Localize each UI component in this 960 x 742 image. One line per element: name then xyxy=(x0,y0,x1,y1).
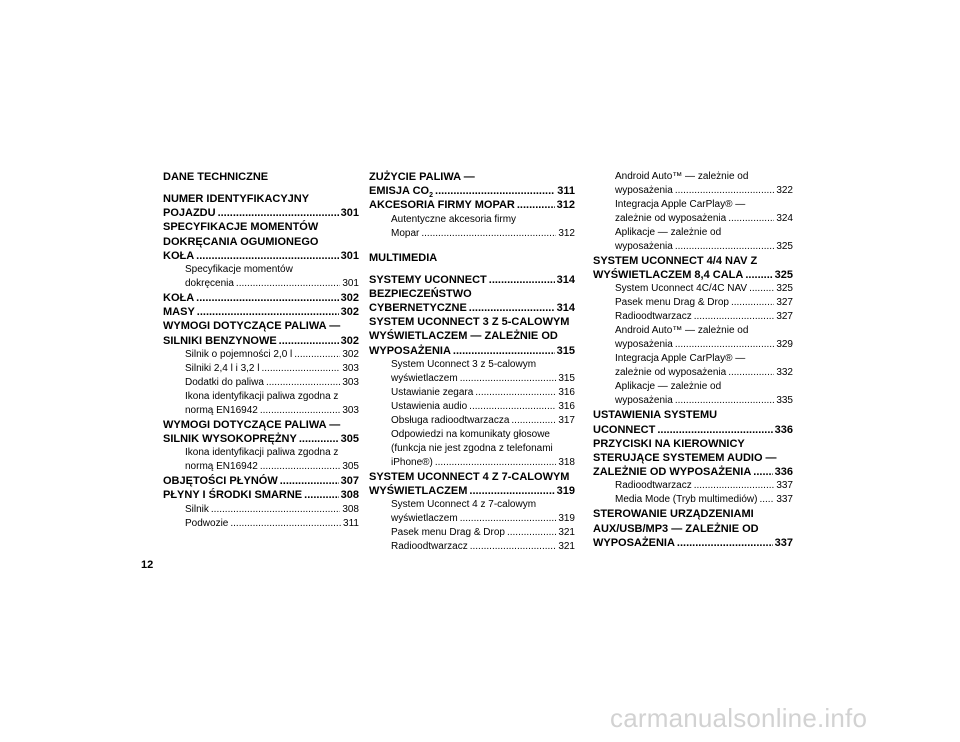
section-heading: MULTIMEDIA xyxy=(369,251,438,264)
dot-leader xyxy=(196,291,338,305)
toc-entry-page: 325 xyxy=(776,283,793,295)
toc-entry-page: 312 xyxy=(556,199,575,212)
toc-entry-title: NUMER IDENTYFIKACYJNY xyxy=(163,193,310,205)
toc-entry-title: Ikona identyfikacji paliwa zgodna z xyxy=(185,447,339,459)
toc-entry-page: 305 xyxy=(340,433,359,446)
toc-entry-title: normą EN16942 xyxy=(185,461,258,473)
toc-entry-page: 316 xyxy=(558,386,575,398)
toc-entry-title: Specyfikacje momentów xyxy=(185,264,293,276)
dot-leader xyxy=(507,526,556,540)
toc-entry[interactable] xyxy=(163,488,359,502)
toc-entry-title: Integracja Apple CarPlay® — xyxy=(615,199,746,210)
toc-entry-title: (funkcja nie jest zgodna z telefonami xyxy=(391,442,553,454)
toc-entry-title: Odpowiedzi na komunikaty głosowe xyxy=(391,428,550,440)
dot-leader xyxy=(260,404,340,418)
toc-entry-title: Mopar xyxy=(391,227,420,239)
toc-entry-title: Aplikacje — zależnie od xyxy=(615,381,722,393)
toc-entry[interactable] xyxy=(369,498,575,526)
dot-leader xyxy=(489,273,555,287)
dot-leader xyxy=(675,338,775,352)
dot-leader xyxy=(299,432,339,446)
dot-leader xyxy=(266,376,340,390)
toc-entry[interactable] xyxy=(593,310,793,324)
toc-column-1 xyxy=(163,170,359,531)
toc-entry-page: 302 xyxy=(340,306,359,319)
toc-entry-page: 321 xyxy=(558,527,575,539)
toc-entry[interactable] xyxy=(593,324,793,352)
toc-entry-title: BEZPIECZEŃSTWO xyxy=(369,287,472,300)
toc-entry-title: SILNIKI BENZYNOWE xyxy=(163,334,277,347)
toc-entry-title: Radioodtwarzacz xyxy=(391,541,468,553)
toc-entry-page: 315 xyxy=(556,344,575,357)
toc-entry-page: 325 xyxy=(776,241,793,252)
toc-entry-title: wyposażenia xyxy=(615,241,673,252)
toc-entry-page: 302 xyxy=(342,348,359,360)
toc-entry-title: SYSTEM UCONNECT 3 Z 5-CALOWYM xyxy=(369,316,570,329)
toc-entry[interactable] xyxy=(593,493,793,507)
toc-column-3 xyxy=(593,170,793,550)
toc-entry[interactable] xyxy=(593,198,793,226)
toc-entry-title: WYŚWIETLACZEM — ZALEŻNIE OD xyxy=(369,330,558,343)
toc-entry[interactable] xyxy=(593,226,793,254)
toc-entry-title: Pasek menu Drag & Drop xyxy=(391,527,505,539)
toc-entry[interactable] xyxy=(163,376,359,390)
toc-entry[interactable] xyxy=(369,386,575,400)
toc-entry[interactable] xyxy=(593,380,793,408)
toc-entry-page: 335 xyxy=(776,395,793,407)
toc-entry-title: Ikona identyfikacji paliwa zgodna z xyxy=(185,390,339,402)
dot-leader xyxy=(728,212,774,226)
toc-entry[interactable] xyxy=(369,526,575,540)
dot-leader xyxy=(745,268,772,282)
toc-entry-page: 336 xyxy=(774,423,793,436)
toc-entry[interactable] xyxy=(163,362,359,376)
dot-leader xyxy=(469,484,554,498)
toc-entry-title: ZALEŻNIE OD WYPOSAŻENIA xyxy=(593,466,752,479)
toc-entry-title: WYMOGI DOTYCZĄCE PALIWA — xyxy=(163,418,341,431)
toc-entry-title: ZUŻYCIE PALIWA — xyxy=(369,171,475,183)
toc-entry-title: WYPOSAŻENIA xyxy=(593,536,675,549)
toc-entry-title: Ustawienia audio xyxy=(391,400,468,412)
toc-entry[interactable] xyxy=(163,319,359,347)
toc-entry-title: AKCESORIA FIRMY MOPAR xyxy=(369,199,515,212)
dot-leader xyxy=(469,301,555,315)
toc-entry-title: KOŁA xyxy=(163,249,195,262)
toc-entry-title: dokręcenia xyxy=(185,278,234,290)
toc-entry-page: 324 xyxy=(776,213,793,224)
toc-entry-title: UCONNECT xyxy=(593,423,656,436)
toc-entry-title: WYMOGI DOTYCZĄCE PALIWA — xyxy=(163,320,341,333)
toc-entry[interactable] xyxy=(163,305,359,319)
toc-entry-page: 336 xyxy=(774,466,793,479)
toc-entry[interactable] xyxy=(163,517,359,531)
toc-entry[interactable] xyxy=(369,358,575,386)
toc-entry-page: 337 xyxy=(776,494,793,506)
toc-entry-title: Dodatki do paliwa xyxy=(185,376,264,388)
toc-entry-title: wyposażenia xyxy=(615,395,673,407)
toc-entry-title: Radioodtwarzacz xyxy=(615,480,692,492)
toc-entry-page: 319 xyxy=(556,485,575,498)
dot-leader xyxy=(453,344,555,358)
toc-entry-title: OBJĘTOŚCI PŁYNÓW xyxy=(163,475,278,488)
toc-entry-title: SYSTEMY UCONNECT xyxy=(369,273,487,286)
toc-entry[interactable] xyxy=(369,213,575,241)
toc-entry[interactable] xyxy=(163,291,359,305)
toc-entry-title: POJAZDU xyxy=(163,207,216,220)
dot-leader xyxy=(421,227,556,241)
toc-entry-title: Autentyczne akcesoria firmy xyxy=(391,213,517,225)
toc-entry-title: PRZYCISKI NA KIEROWNICY xyxy=(593,437,745,450)
toc-entry[interactable] xyxy=(593,352,793,380)
page-number: 12 xyxy=(141,559,154,571)
dot-leader xyxy=(261,362,340,376)
toc-entry-page: 319 xyxy=(558,513,575,525)
toc-entry[interactable] xyxy=(369,273,575,287)
dot-leader xyxy=(279,334,339,348)
toc-entry-title: Obsługa radioodtwarzacza xyxy=(391,414,510,426)
toc-entry-page: 311 xyxy=(557,185,575,198)
dot-leader xyxy=(230,517,341,531)
toc-entry-title: Silnik xyxy=(185,503,209,515)
toc-entry[interactable] xyxy=(163,263,359,291)
toc-entry-title: PŁYNY I ŚRODKI SMARNE xyxy=(163,489,303,502)
toc-entry[interactable] xyxy=(163,418,359,446)
dot-leader xyxy=(675,184,775,198)
toc-entry[interactable] xyxy=(369,287,575,315)
toc-entry-title: Android Auto™ — zależnie od xyxy=(615,325,749,337)
toc-entry-title: WYŚWIETLACZEM 8,4 CALA xyxy=(593,269,744,282)
toc-entry[interactable] xyxy=(593,296,793,310)
toc-entry-page: 311 xyxy=(343,517,359,529)
toc-entry[interactable] xyxy=(163,390,359,418)
toc-entry-page: 314 xyxy=(556,302,575,315)
toc-entry[interactable] xyxy=(593,254,793,282)
dot-leader xyxy=(675,394,775,408)
toc-entry[interactable] xyxy=(163,474,359,488)
toc-entry[interactable] xyxy=(593,408,793,436)
toc-entry-title: Android Auto™ — zależnie od xyxy=(615,171,749,182)
toc-entry-title: STERUJĄCE SYSTEMEM AUDIO — xyxy=(593,452,777,465)
toc-entry[interactable] xyxy=(163,503,359,517)
dot-leader xyxy=(304,488,338,502)
toc-entry-title: Integracja Apple CarPlay® — xyxy=(615,353,746,365)
toc-entry-page: 321 xyxy=(558,541,575,553)
dot-leader xyxy=(511,414,556,428)
dot-leader xyxy=(280,474,339,488)
dot-leader xyxy=(260,460,340,474)
toc-entry-title: System Uconnect 3 z 5-calowym xyxy=(391,358,537,370)
dot-leader xyxy=(469,400,556,414)
toc-entry-title: CYBERNETYCZNE xyxy=(369,302,467,315)
toc-entry-page: 316 xyxy=(558,400,575,412)
toc-entry-page: 318 xyxy=(558,456,575,468)
toc-entry-title: KOŁA xyxy=(163,292,195,305)
toc-entry-title: Media Mode (Tryb multimediów) xyxy=(615,494,758,506)
toc-entry-page: 302 xyxy=(340,334,359,347)
toc-entry[interactable] xyxy=(163,348,359,362)
toc-entry-title: wyposażenia xyxy=(615,185,673,196)
toc-entry-page: 302 xyxy=(340,292,359,305)
toc-entry-page: 332 xyxy=(776,367,793,379)
toc-entry-page: 301 xyxy=(342,278,359,290)
toc-entry[interactable] xyxy=(369,170,575,198)
toc-entry-page: 317 xyxy=(558,414,575,426)
toc-entry-title: zależnie od wyposażenia xyxy=(615,367,727,379)
toc-entry-page: 325 xyxy=(774,269,793,282)
toc-entry-page: 337 xyxy=(774,536,793,549)
dot-leader xyxy=(294,348,340,362)
toc-entry-title: System Uconnect 4C/4C NAV xyxy=(615,283,748,295)
toc-entry-title: System Uconnect 4 z 7-calowym xyxy=(391,499,537,511)
dot-leader xyxy=(675,240,775,254)
dot-leader xyxy=(657,423,772,437)
dot-leader xyxy=(694,479,775,493)
toc-entry-page: 327 xyxy=(776,311,793,323)
toc-entry-title: SPECYFIKACJE MOMENTÓW xyxy=(163,221,319,234)
toc-entry[interactable] xyxy=(593,282,793,296)
toc-entry[interactable] xyxy=(369,315,575,358)
dot-leader xyxy=(211,503,340,517)
toc-entry-title: AUX/USB/MP3 — ZALEŻNIE OD xyxy=(593,522,759,535)
dot-leader xyxy=(470,540,557,554)
toc-entry[interactable] xyxy=(163,446,359,474)
toc-entry-title: USTAWIENIA SYSTEMU xyxy=(593,409,718,422)
dot-leader xyxy=(236,277,340,291)
dot-leader xyxy=(196,249,338,263)
dot-leader xyxy=(517,198,555,212)
section-heading: DANE TECHNICZNE xyxy=(163,171,269,183)
toc-entry-title: MASY xyxy=(163,306,195,319)
toc-entry[interactable] xyxy=(369,540,575,554)
dot-leader xyxy=(435,456,556,470)
toc-column-2 xyxy=(369,170,575,554)
toc-entry-page: 314 xyxy=(556,273,575,286)
toc-entry-page: 307 xyxy=(340,475,359,488)
toc-entry-title: SILNIK WYSOKOPRĘŻNY xyxy=(163,433,297,446)
toc-entry-title: SYSTEM UCONNECT 4/4 NAV Z xyxy=(593,255,758,267)
toc-entry-title: WYŚWIETLACZEM xyxy=(369,485,468,498)
dot-leader xyxy=(197,305,339,319)
toc-entry-page: 308 xyxy=(340,489,359,502)
toc-entry-page: 303 xyxy=(342,376,359,388)
toc-entry-page: 303 xyxy=(342,404,359,416)
toc-entry[interactable] xyxy=(369,470,575,498)
toc-entry-page: 308 xyxy=(342,503,359,515)
toc-entry-title: Silnik o pojemności 2,0 l xyxy=(185,348,293,360)
toc-entry[interactable] xyxy=(163,220,359,263)
dot-leader xyxy=(677,536,773,550)
dot-leader xyxy=(728,366,774,380)
dot-leader xyxy=(475,386,556,400)
dot-leader xyxy=(435,184,555,198)
toc-entry-title: Radioodtwarzacz xyxy=(615,311,692,323)
dot-leader xyxy=(218,206,339,220)
toc-entry-title: STEROWANIE URZĄDZENIAMI xyxy=(593,508,754,521)
dot-leader xyxy=(460,372,557,386)
toc-entry-title: Ustawianie zegara xyxy=(391,386,474,398)
toc-entry-title: EMISJA $CO_2$ xyxy=(369,185,434,200)
toc-entry-title: normą EN16942 xyxy=(185,404,258,416)
dot-leader xyxy=(753,465,772,479)
toc-entry-page: 337 xyxy=(776,480,793,492)
toc-entry[interactable] xyxy=(593,170,793,198)
dot-leader xyxy=(731,296,774,310)
dot-leader xyxy=(749,282,774,296)
toc-entry[interactable] xyxy=(369,414,575,428)
watermark: carmanualsonline.info xyxy=(610,703,868,733)
toc-entry[interactable] xyxy=(369,428,575,470)
toc-entry-page: 327 xyxy=(776,297,793,309)
toc-entry-page: 329 xyxy=(776,339,793,351)
toc-entry-page: 301 xyxy=(340,249,359,262)
toc-entry-title: zależnie od wyposażenia xyxy=(615,213,727,224)
toc-entry-title: WYPOSAŻENIA xyxy=(369,344,451,357)
toc-entry-title: wyposażenia xyxy=(615,339,673,351)
toc-entry-title: SYSTEM UCONNECT 4 Z 7-CALOWYM xyxy=(369,470,570,483)
toc-entry-title: wyświetlaczem xyxy=(391,372,458,384)
dot-leader xyxy=(460,512,557,526)
toc-entry-title: Silniki 2,4 l i 3,2 l xyxy=(185,362,260,374)
toc-entry-title: DOKRĘCANIA OGUMIONEGO xyxy=(163,235,319,248)
toc-entry-title: Podwozie xyxy=(185,517,229,529)
toc-entry-page: 312 xyxy=(558,227,575,239)
toc-entry-page: 301 xyxy=(340,207,359,220)
toc-entry-title: Pasek menu Drag & Drop xyxy=(615,297,729,309)
toc-entry-title: iPhone®) xyxy=(391,456,433,468)
toc-entry-title: wyświetlaczem xyxy=(391,513,458,525)
toc-entry[interactable] xyxy=(163,192,359,220)
toc-entry-title: Aplikacje — zależnie od xyxy=(615,227,722,238)
toc-entry-page: 305 xyxy=(342,461,359,473)
toc-entry[interactable] xyxy=(369,198,575,212)
toc-entry-page: 315 xyxy=(558,372,575,384)
toc-entry-page: 322 xyxy=(776,185,793,196)
dot-leader xyxy=(694,310,775,324)
toc-entry[interactable] xyxy=(593,437,793,480)
toc-entry-page: 303 xyxy=(342,362,359,374)
toc-entry[interactable] xyxy=(593,507,793,550)
toc-entry[interactable] xyxy=(593,479,793,493)
toc-entry[interactable] xyxy=(369,400,575,414)
dot-leader xyxy=(759,493,774,507)
